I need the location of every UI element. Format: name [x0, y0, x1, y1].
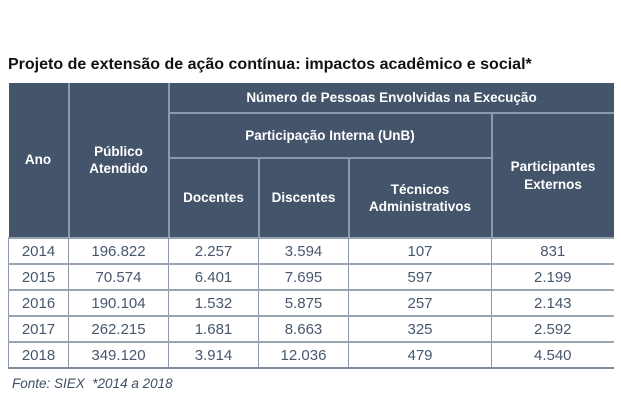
cell-tecnicos: 257	[349, 290, 492, 316]
impact-table	[8, 83, 614, 369]
cell-tecnicos: 479	[349, 342, 492, 368]
header-publico-atendido: Público Atendido	[69, 83, 169, 238]
table-row-2015	[9, 264, 614, 290]
cell-docentes: 6.401	[169, 264, 259, 290]
cell-ano: 2016	[9, 290, 69, 316]
cell-publico: 262.215	[69, 316, 169, 342]
header-docentes: Docentes	[169, 158, 259, 238]
table-header	[9, 83, 614, 238]
cell-publico: 190.104	[69, 290, 169, 316]
header-participantes-externos: Participantes Externos	[492, 113, 614, 238]
cell-tecnicos: 325	[349, 316, 492, 342]
table-row-2018	[9, 342, 614, 368]
cell-discentes: 7.695	[259, 264, 349, 290]
cell-ano: 2015	[9, 264, 69, 290]
table-row-2017	[9, 316, 614, 342]
cell-docentes: 1.681	[169, 316, 259, 342]
cell-docentes: 1.532	[169, 290, 259, 316]
cell-ano: 2017	[9, 316, 69, 342]
header-discentes: Discentes	[259, 158, 349, 238]
header-ano: Ano	[9, 83, 69, 238]
table-row-2016	[9, 290, 614, 316]
cell-externos: 2.199	[492, 264, 614, 290]
table-body	[9, 238, 614, 368]
table-row-2014	[9, 238, 614, 264]
cell-tecnicos: 597	[349, 264, 492, 290]
cell-ano: 2018	[9, 342, 69, 368]
cell-externos: 2.143	[492, 290, 614, 316]
cell-externos: 2.592	[492, 316, 614, 342]
cell-publico: 196.822	[69, 238, 169, 264]
header-tecnicos-administrativos: Técnicos Administrativos	[349, 158, 492, 238]
cell-ano: 2014	[9, 238, 69, 264]
cell-externos: 4.540	[492, 342, 614, 368]
cell-discentes: 3.594	[259, 238, 349, 264]
cell-docentes: 3.914	[169, 342, 259, 368]
cell-docentes: 2.257	[169, 238, 259, 264]
source-note: Fonte: SIEX *2014 a 2018	[12, 376, 173, 391]
cell-publico: 349.120	[69, 342, 169, 368]
cell-publico: 70.574	[69, 264, 169, 290]
cell-externos: 831	[492, 238, 614, 264]
cell-discentes: 8.663	[259, 316, 349, 342]
header-numero-pessoas: Número de Pessoas Envolvidas na Execução	[169, 83, 614, 113]
cell-tecnicos: 107	[349, 238, 492, 264]
page-title: Projeto de extensão de ação contínua: impactos acadêmico e social*	[8, 56, 532, 73]
cell-discentes: 12.036	[259, 342, 349, 368]
cell-discentes: 5.875	[259, 290, 349, 316]
header-participacao-interna: Participação Interna (UnB)	[169, 113, 492, 158]
